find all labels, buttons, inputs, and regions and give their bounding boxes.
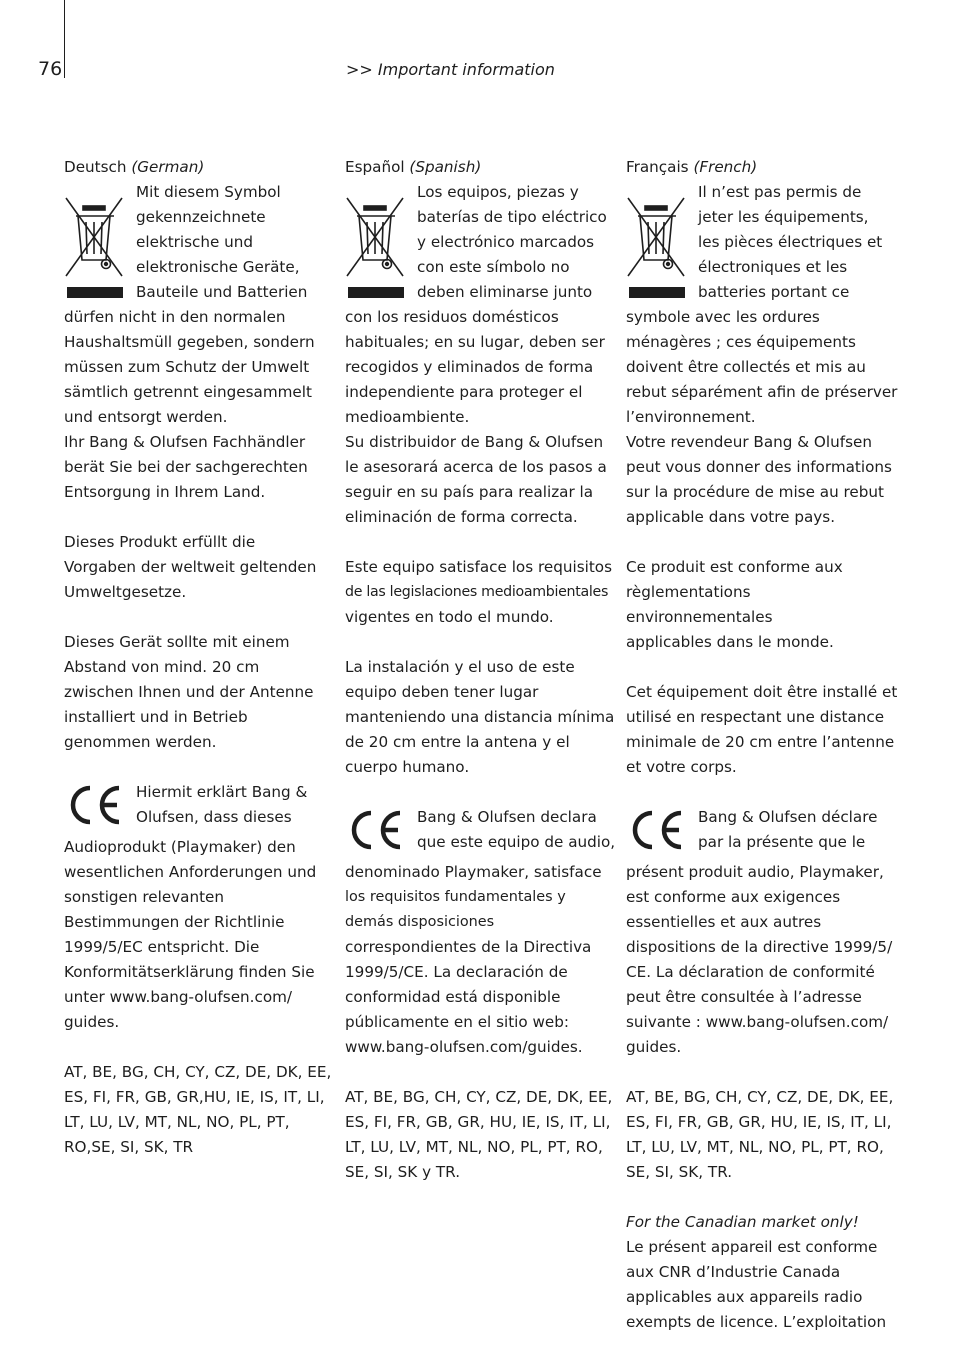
language-name: Español — [345, 158, 405, 176]
text-line: con los residuos domésticos — [345, 308, 559, 326]
text-line: guides. — [626, 1038, 682, 1056]
environment-paragraph — [345, 555, 617, 630]
language-name-english: (Spanish) — [409, 158, 482, 176]
text-line: cuerpo humano. — [345, 758, 470, 776]
text-line: batteries portant ce — [698, 283, 850, 301]
text-line: sonstigen relevanten — [64, 888, 225, 906]
text-line: los requisitos fundamentales y — [345, 889, 566, 905]
text-line: présent produit audio, Playmaker, — [626, 863, 884, 881]
ce-paragraph — [626, 860, 898, 1060]
text-line: règlementations environnementales — [626, 583, 773, 626]
text-line: ES, FI, FR, GB, GR,HU, IE, IS, IT, LI, — [64, 1088, 325, 1106]
margin-rule — [64, 0, 65, 78]
text-line: LT, LU, LV, MT, NL, NO, PL, PT, RO, — [345, 1138, 603, 1156]
text-line: Audioprodukt (Playmaker) den — [64, 838, 296, 856]
text-line: Ihr Bang & Olufsen Fachhändler — [64, 433, 306, 451]
language-name-english: (German) — [131, 158, 205, 176]
text-line: l’environnement. — [626, 408, 756, 426]
text-line: rebut séparément afin de préserver — [626, 383, 898, 401]
country-list — [64, 1060, 336, 1160]
ce-mark-icon — [345, 805, 417, 860]
column-title — [64, 155, 336, 180]
text-line: habituales; en su lugar, deben ser — [345, 333, 605, 351]
text-line: Este equipo satisface los requisitos — [345, 558, 612, 576]
antenna-paragraph — [626, 680, 898, 780]
text-line: doivent être collectés et mis au — [626, 358, 866, 376]
weee-block — [345, 180, 617, 305]
text-line: peut vous donner des informations — [626, 458, 892, 476]
language-name-english: (French) — [693, 158, 758, 176]
text-line: applicables dans le monde. — [626, 633, 834, 651]
text-line: Olufsen, dass dieses — [136, 808, 292, 826]
text-line: müssen zum Schutz der Umwelt — [64, 358, 310, 376]
weee-paragraph — [345, 305, 617, 530]
text-line: Haushaltsmüll gegeben, sondern — [64, 333, 315, 351]
text-line: elektronische Geräte, — [136, 258, 300, 276]
text-line: de las legislaciones medioambientales — [345, 584, 609, 600]
weee-paragraph — [64, 305, 336, 505]
text-line: 1999/5/EC entspricht. Die — [64, 938, 260, 956]
weee-bin-icon — [345, 180, 417, 305]
weee-paragraph — [626, 305, 898, 530]
weee-block — [64, 180, 336, 305]
country-list — [626, 1085, 898, 1185]
text-line: électroniques et les — [698, 258, 848, 276]
text-line: essentielles et aux autres — [626, 913, 822, 931]
text-line: SE, SI, SK, TR. — [626, 1163, 733, 1181]
ce-mark-icon — [626, 805, 698, 860]
text-line: Bestimmungen der Richtlinie — [64, 913, 285, 931]
section-header: >> Important information — [346, 60, 555, 79]
text-line: suivante : www.bang-olufsen.com/ — [626, 1013, 889, 1031]
text-line: Abstand von mind. 20 cm — [64, 658, 260, 676]
ce-block — [626, 805, 898, 860]
text-line: le asesorará acerca de los pasos a — [345, 458, 607, 476]
text-line: y electrónico marcados — [417, 233, 595, 251]
text-line: La instalación y el uso de este — [345, 658, 575, 676]
text-line: correspondientes de la Directiva — [345, 938, 592, 956]
text-line: baterías de tipo eléctrico — [417, 208, 607, 226]
text-line: vigentes en todo el mundo. — [345, 608, 554, 626]
text-line: peut être consultée à l’adresse — [626, 988, 862, 1006]
ce-block — [64, 780, 336, 835]
text-line: les pièces électriques et — [698, 233, 883, 251]
column-spanish — [345, 155, 617, 1185]
text-line: Le présent appareil est conforme — [626, 1238, 878, 1256]
text-line: gekennzeichnete — [136, 208, 266, 226]
text-line: Votre revendeur Bang & Olufsen — [626, 433, 872, 451]
text-line: zwischen Ihnen und der Antenne — [64, 683, 314, 701]
weee-bin-icon — [64, 180, 136, 305]
ce-block — [345, 805, 617, 860]
text-line: SE, SI, SK y TR. — [345, 1163, 461, 1181]
text-line: berät Sie bei der sachgerechten — [64, 458, 308, 476]
text-line: minimale de 20 cm entre l’antenne — [626, 733, 895, 751]
text-line: equipo deben tener lugar — [345, 683, 539, 701]
text-line: par la présente que le — [698, 833, 866, 851]
text-line: sur la procédure de mise au rebut — [626, 483, 884, 501]
text-line: Hiermit erklärt Bang & — [136, 783, 308, 801]
text-line: públicamente en el sitio web: — [345, 1013, 570, 1031]
weee-block — [626, 180, 898, 305]
text-line: recogidos y eliminados de forma — [345, 358, 594, 376]
weee-bin-icon — [626, 180, 698, 305]
text-line: wesentlichen Anforderungen und — [64, 863, 317, 881]
text-line: 1999/5/CE. La declaración de — [345, 963, 568, 981]
environment-paragraph — [626, 555, 898, 655]
text-line: Vorgaben der weltweit geltenden — [64, 558, 317, 576]
text-line: Dieses Gerät sollte mit einem — [64, 633, 290, 651]
text-line: LT, LU, LV, MT, NL, NO, PL, PT, RO, — [626, 1138, 884, 1156]
text-line: et votre corps. — [626, 758, 737, 776]
text-line: sämtlich getrennt eingesammelt — [64, 383, 312, 401]
text-line: aux CNR d’Industrie Canada — [626, 1263, 841, 1281]
text-line: Il n’est pas permis de — [698, 183, 862, 201]
text-line: Bauteile und Batterien — [136, 283, 308, 301]
text-line: manteniendo una distancia mínima — [345, 708, 615, 726]
text-line: deben eliminarse junto — [417, 283, 593, 301]
text-line: Dieses Produkt erfüllt die — [64, 533, 256, 551]
text-line: exempts de licence. L’exploitation — [626, 1313, 887, 1331]
column-french — [626, 155, 898, 1335]
text-line: est conforme aux exigences — [626, 888, 841, 906]
text-line: ES, FI, FR, GB, GR, HU, IE, IS, IT, LI, — [626, 1113, 892, 1131]
canada-notice — [626, 1210, 898, 1335]
text-line: AT, BE, BG, CH, CY, CZ, DE, DK, EE, — [345, 1088, 613, 1106]
text-line: applicables aux appareils radio — [626, 1288, 863, 1306]
text-line: Umweltgesetze. — [64, 583, 187, 601]
text-line: medioambiente. — [345, 408, 470, 426]
language-name: Français — [626, 158, 689, 176]
antenna-paragraph — [345, 655, 617, 780]
page-number: 76 — [38, 58, 63, 80]
text-line: independiente para proteger el — [345, 383, 583, 401]
text-line: Cet équipement doit être installé et — [626, 683, 898, 701]
text-line: de 20 cm entre la antena y el — [345, 733, 570, 751]
text-line: guides. — [64, 1013, 120, 1031]
text-line: ES, FI, FR, GB, GR, HU, IE, IS, IT, LI, — [345, 1113, 611, 1131]
weee-intro — [698, 180, 882, 305]
text-line: dürfen nicht in den normalen — [64, 308, 286, 326]
language-name: Deutsch — [64, 158, 127, 176]
text-line: symbole avec les ordures — [626, 308, 820, 326]
text-line: demás disposiciones — [345, 914, 495, 930]
text-line: utilisé en respectant une distance — [626, 708, 885, 726]
weee-intro — [417, 180, 607, 305]
text-line: unter www.bang-olufsen.com/ — [64, 988, 293, 1006]
text-line: elektrische und — [136, 233, 254, 251]
text-line: Bang & Olufsen declara — [417, 808, 597, 826]
text-line: que este equipo de audio, — [417, 833, 616, 851]
text-line: Bang & Olufsen déclare — [698, 808, 878, 826]
environment-paragraph — [64, 530, 336, 605]
column-title — [626, 155, 898, 180]
text-line: Ce produit est conforme aux — [626, 558, 843, 576]
canada-notice-title: For the Canadian market only! — [626, 1213, 859, 1231]
weee-intro — [136, 180, 307, 305]
text-line: genommen werden. — [64, 733, 217, 751]
text-line: con este símbolo no — [417, 258, 570, 276]
text-line: und entsorgt werden. — [64, 408, 228, 426]
text-line: installiert und in Betrieb — [64, 708, 248, 726]
ce-paragraph — [345, 860, 617, 1060]
text-line: denominado Playmaker, satisface — [345, 863, 602, 881]
antenna-paragraph — [64, 630, 336, 755]
text-line: CE. La déclaration de conformité — [626, 963, 875, 981]
text-line: AT, BE, BG, CH, CY, CZ, DE, DK, EE, — [64, 1063, 332, 1081]
text-line: LT, LU, LV, MT, NL, NO, PL, PT, — [64, 1113, 290, 1131]
text-line: Los equipos, piezas y — [417, 183, 579, 201]
ce-mark-icon — [64, 780, 136, 835]
text-line: seguir en su país para realizar la — [345, 483, 594, 501]
text-line: AT, BE, BG, CH, CY, CZ, DE, DK, EE, — [626, 1088, 894, 1106]
text-line: conformidad está disponible — [345, 988, 561, 1006]
ce-paragraph — [64, 835, 336, 1035]
text-line: Su distribuidor de Bang & Olufsen — [345, 433, 604, 451]
text-line: Entsorgung in Ihrem Land. — [64, 483, 266, 501]
text-line: www.bang-olufsen.com/guides. — [345, 1038, 583, 1056]
text-line: eliminación de forma correcta. — [345, 508, 578, 526]
text-line: RO,SE, SI, SK, TR — [64, 1138, 194, 1156]
column-title — [345, 155, 617, 180]
text-line: Konformitätserklärung finden Sie — [64, 963, 315, 981]
text-line: ménagères ; ces équipements — [626, 333, 856, 351]
text-line: dispositions de la directive 1999/5/ — [626, 938, 893, 956]
text-line: applicable dans votre pays. — [626, 508, 836, 526]
column-german — [64, 155, 336, 1160]
country-list — [345, 1085, 617, 1185]
text-line: jeter les équipements, — [698, 208, 869, 226]
text-line: Mit diesem Symbol — [136, 183, 281, 201]
